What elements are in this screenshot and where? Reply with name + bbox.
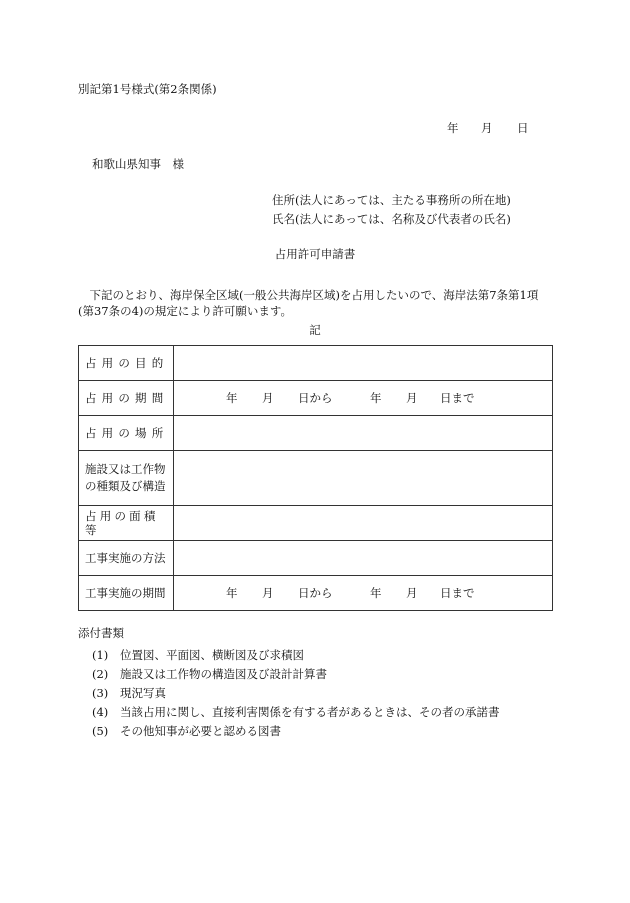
- form-number: 別記第1号様式(第2条関係): [78, 82, 217, 96]
- date-year: 年: [447, 121, 459, 135]
- label-period: 占用の期間: [79, 381, 174, 416]
- table-row-work-method: [79, 541, 553, 576]
- value-area[interactable]: [174, 506, 553, 541]
- period-year: 年: [226, 390, 238, 405]
- attachments-heading: 添付書類: [78, 626, 124, 640]
- attachment-num: (4): [92, 705, 109, 719]
- work-period-to: 日まで: [440, 585, 475, 600]
- applicant-name: 氏名(法人にあっては、名称及び代表者の氏名): [272, 212, 511, 226]
- attachment-item: [92, 705, 500, 719]
- attachment-item: [92, 686, 166, 700]
- application-table: [78, 345, 553, 611]
- body-text: 下記のとおり、海岸保全区域(一般公共海岸区域)を占用したいので、海岸法第7条第1項(第37条の4)の規定により許可願います。: [78, 288, 539, 318]
- date-line: [447, 121, 529, 135]
- period-year2: 年: [370, 390, 382, 405]
- period-to: 日まで: [440, 390, 475, 405]
- work-period-year: 年: [226, 585, 238, 600]
- value-period[interactable]: [174, 381, 553, 416]
- attachment-item: [92, 667, 327, 681]
- label-location: 占用の場所: [79, 416, 174, 451]
- label-area: 占用の面積等: [79, 506, 174, 541]
- applicant-address: 住所(法人にあっては、主たる事務所の所在地): [272, 193, 511, 207]
- work-period-from: 日から: [298, 585, 333, 600]
- attachment-text: 施設又は工作物の構造図及び設計計算書: [120, 667, 327, 681]
- record-mark: 記: [309, 323, 321, 337]
- period-month2: 月: [406, 390, 418, 405]
- label-facility: [79, 451, 174, 506]
- period-month: 月: [262, 390, 274, 405]
- label-facility-line1: 施設又は工作物: [85, 462, 166, 476]
- value-purpose[interactable]: [174, 346, 553, 381]
- attachment-num: (1): [92, 648, 109, 662]
- table-row-purpose: [79, 346, 553, 381]
- value-work-period[interactable]: [174, 576, 553, 611]
- work-period-year2: 年: [370, 585, 382, 600]
- table-row-work-period: [79, 576, 553, 611]
- date-month: 月: [481, 121, 493, 135]
- value-location[interactable]: [174, 416, 553, 451]
- label-work-period: 工事実施の期間: [79, 576, 174, 611]
- period-from: 日から: [298, 390, 333, 405]
- attachment-num: (5): [92, 724, 109, 738]
- table-row-facility: [79, 451, 553, 506]
- addressee: 和歌山県知事 様: [92, 157, 184, 171]
- attachment-text: その他知事が必要と認める図書: [120, 724, 281, 738]
- attachment-num: (3): [92, 686, 109, 700]
- value-work-method[interactable]: [174, 541, 553, 576]
- attachment-text: 当該占用に関し、直接利害関係を有する者があるときは、その者の承諾書: [120, 705, 500, 719]
- table-row-area: [79, 506, 553, 541]
- attachment-num: (2): [92, 667, 109, 681]
- label-facility-line2: の種類及び構造: [85, 479, 166, 493]
- value-facility[interactable]: [174, 451, 553, 506]
- attachment-item: [92, 724, 281, 738]
- work-period-month2: 月: [406, 585, 418, 600]
- date-day: 日: [517, 121, 529, 135]
- work-period-month: 月: [262, 585, 274, 600]
- table-row-location: [79, 416, 553, 451]
- label-purpose: 占用の目的: [79, 346, 174, 381]
- attachment-text: 現況写真: [120, 686, 166, 700]
- table-row-period: [79, 381, 553, 416]
- label-work-method: 工事実施の方法: [79, 541, 174, 576]
- attachment-item: [92, 648, 304, 662]
- attachment-text: 位置図、平面図、横断図及び求積図: [120, 648, 304, 662]
- document-title: 占用許可申請書: [274, 247, 356, 261]
